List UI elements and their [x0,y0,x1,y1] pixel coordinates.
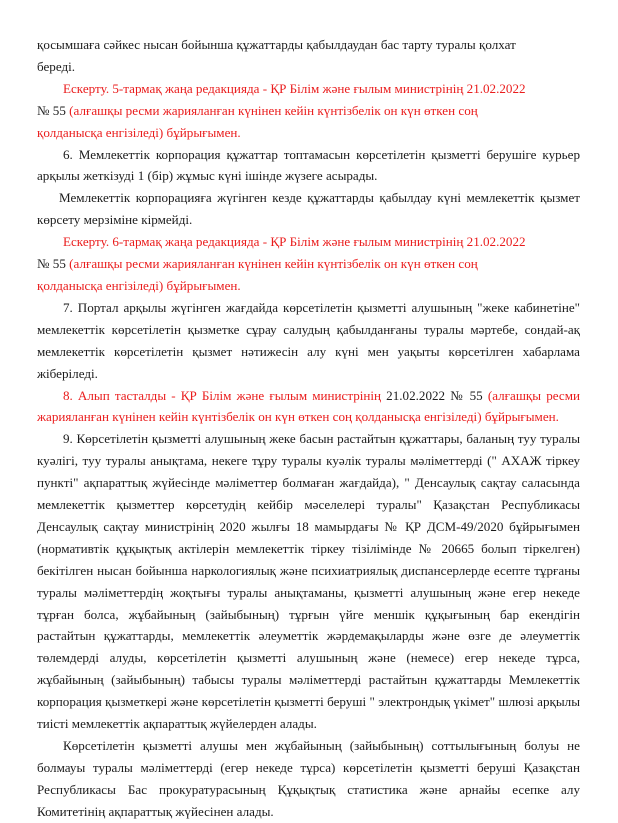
paragraph-9-subparagraph [37,735,580,823]
amendment-note-item-5-line-3 [37,122,580,144]
paragraph-8-repealed [37,385,580,429]
continued-paragraph-line-1: қосымшаға сәйкес нысан бойынша құжаттарды қабылдаудан бас тарту туралы қолхат [37,37,516,52]
document-body [37,34,580,823]
paragraph-8-red-text-1: 8. Алып тасталды - ҚР Білім және ғылым министрінің [63,387,382,403]
amendment-note-item-6 [37,231,580,253]
paragraph-9 [37,428,580,735]
paragraph-7-text: 7. Портал арқылы жүгінген жағдайда көрсетілетін қызметті алушының "жеке кабинетіне" мемлекеттік көрсетілетін қызметке сұрау салудың қабылданғаны туралы мәртебе, сондай-ақ мемлекеттік көрсетілетін қызмет нәтижесін алу күні мен уақыты көрсетілген хабарлама жіберіледі. [37,299,580,381]
amendment-note-item-6-line-2 [37,253,580,275]
note-5-order-number: № 55 [37,102,66,118]
note-5-red-text-3: қолданысқа енгізіледі) бұйрығымен. [37,124,241,140]
note-5-red-text-2: (алғашқы ресми жарияланған күнінен кейін күнтізбелік он күн өткен соң [69,102,478,118]
note-6-order-number: № 55 [37,256,66,272]
note-5-red-text-1: Ескерту. 5-тармақ жаңа редакцияда - ҚР Білім және ғылым министрінің 21.02.2022 [63,80,526,96]
note-6-red-text-3: қолданысқа енгізіледі) бұйрығымен. [37,277,241,293]
paragraph-6-subparagraph [37,187,580,231]
paragraph-8-order-date-number: 21.02.2022 № 55 [386,387,483,403]
continued-paragraph-end [37,56,580,78]
note-6-red-text-2: (алғашқы ресми жарияланған күнінен кейін күнтізбелік он күн өткен соң [69,256,478,272]
paragraph-6-subparagraph-text: Мемлекеттік корпорацияға жүгінген кезде құжаттарды қабылдау күні мемлекеттік қызмет көрсету мерзіміне кірмейді. [37,190,580,228]
continued-paragraph-line-2: береді. [37,58,76,74]
paragraph-7 [37,297,580,385]
paragraph-6 [37,144,580,188]
continued-paragraph [37,34,580,56]
paragraph-8-red-text-2: (алғашқы ресми жарияланған күнінен кейін күнтізбелік он күн өткен соң қолданысқа енгізіледі) бұйрығымен. [37,387,580,425]
amendment-note-item-5 [37,78,580,100]
note-6-red-text-1: Ескерту. 6-тармақ жаңа редакцияда - ҚР Білім және ғылым министрінің 21.02.2022 [63,234,526,250]
paragraph-9-subparagraph-text: Көрсетілетін қызметті алушы мен жұбайының (зайыбының) соттылығының болуы не болмауы туралы мәліметтерді (егер некеде тұрса) көрсетілетін қызметті беруші Қазақстан Республикасы Бас прокуратурасының Құқықтық статистика және арнайы есепке алу Комитетінің ақпараттық жүйесінен алады. [37,738,580,819]
amendment-note-item-5-line-2 [37,100,580,122]
amendment-note-item-6-line-3 [37,275,580,297]
paragraph-9-text: 9. Көрсетілетін қызметті алушының жеке басын растайтын құжаттары, баланың туу туралы куәлігі, туу туралы анықтама, некеге тұру туралы куәлік туралы мәліметтерді (" АХАЖ тіркеу пункті" ақпараттық жүйесінде мәліметтер болмаған жағдайда), " Денсаулық сақтау саласында мемлекеттік қызметтер көрсетудің кейбір мәселелері туралы" Қазақстан Республикасы Денсаулық сақтау министрінің 2020 жылғы 18 мамырдағы № ҚР ДСМ-49/2020 бұйрығымен (нормативтік құқықтық актілерін мемлекеттік тіркеу тізілімінде № 20665 болып тіркелген) бекітілген нысан бойынша наркологиялық және психиатриялық диспансерлерде есепте тұрғаны туралы мәліметтердің жоқтығы туралы анықтаманы, қызметті алушының және егер некеде тұрған болса, жұбайының (зайыбының) тұрғын үйге меншік құқығының бар екендігін растайтын құжаттарды, мемлекеттік әлеуметтік жәрдемақыларды және өзге де әлеуметтік төлемдерді алуды, көрсетілетін қызметті алушының және (немесе) егер некеде тұрса, жұбайының (зайыбының) табысы туралы мәліметтерді растайтын құжаттарды Мемлекеттік корпорация қызметкері және көрсетілетін қызметті беруші " электрондық үкімет" шлюзі арқылы тиісті мемлекеттік ақпараттық жүйелерден алады. [37,431,580,732]
paragraph-6-text: 6. Мемлекеттік корпорация құжаттар топтамасын көрсетілетін қызметті берушіге курьер арқылы жеткізуді 1 (бір) жұмыс күні ішінде жүзеге асырады. [37,146,580,184]
